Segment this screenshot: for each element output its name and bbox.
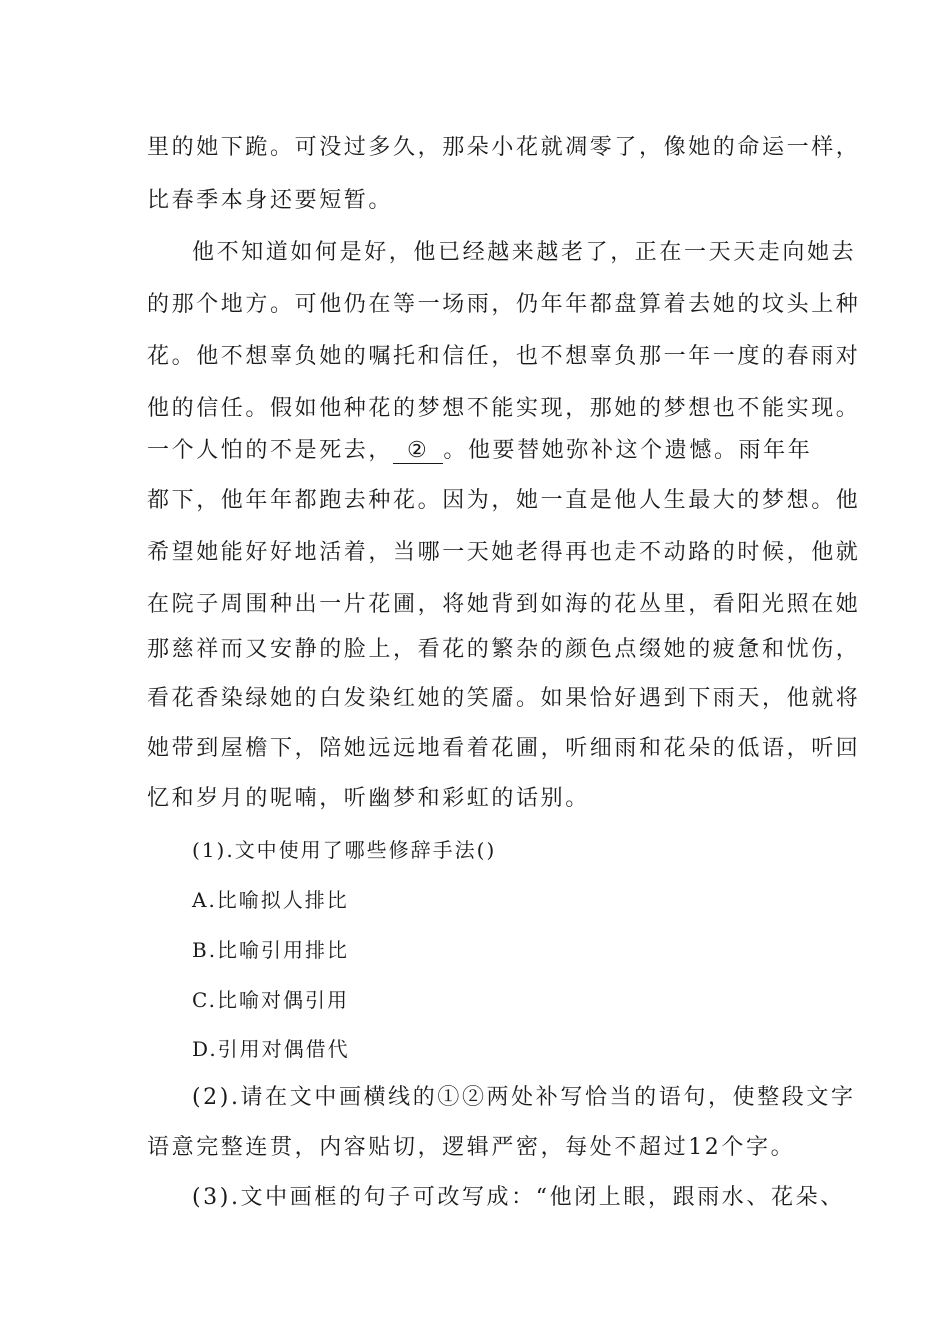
question-1: (1).文中使用了哪些修辞手法() — [192, 838, 497, 862]
passage-line: 她带到屋檐下，陪她远远地看着花圃，听细雨和花朵的低语，听回 — [147, 736, 861, 761]
passage-text: 一个人怕的不是死去， — [147, 438, 394, 463]
passage-line: 在院子周围种出一片花圃，将她背到如海的花丛里，看阳光照在她 — [147, 592, 861, 617]
passage-line: 都下，他年年都跑去种花。因为，她一直是他人生最大的梦想。他 — [147, 488, 861, 513]
passage-line: 比春季本身还要短暂。 — [147, 188, 394, 213]
passage-line: 忆和岁月的呢喃，听幽梦和彩虹的话别。 — [147, 786, 590, 811]
option-d: D.引用对偶借代 — [192, 1037, 350, 1061]
passage-line — [147, 436, 812, 466]
passage-line: 的那个地方。可他仍在等一场雨，仍年年都盘算着去她的坟头上种 — [147, 292, 861, 317]
option-a: A.比喻拟人排比 — [192, 888, 349, 912]
passage-text: 。他要替她弥补这个遗憾。雨年年 — [443, 438, 813, 463]
passage-line: 看花香染绿她的白发染红她的笑靥。如果恰好遇到下雨天，他就将 — [147, 686, 861, 711]
question-2-cont: 语意完整连贯，内容贴切，逻辑严密，每处不超过12个字。 — [147, 1135, 796, 1160]
question-2: (2).请在文中画横线的①②两处补写恰当的语句，使整段文字 — [192, 1085, 856, 1110]
passage-line: 里的她下跪。可没过多久，那朵小花就凋零了，像她的命运一样， — [147, 135, 861, 160]
option-b: B.比喻引用排比 — [192, 938, 350, 962]
passage-line: 他的信任。假如他种花的梦想不能实现，那她的梦想也不能实现。 — [147, 396, 861, 421]
passage-line: 花。他不想辜负她的嘱托和信任，也不想辜负那一年一度的春雨对 — [147, 344, 861, 369]
passage-line: 他不知道如何是好，他已经越来越老了，正在一天天走向她去 — [192, 240, 857, 265]
question-3: (3).文中画框的句子可改写成：“他闭上眼，跟雨水、花朵、 — [192, 1185, 845, 1210]
passage-line: 那慈祥而又安静的脸上，看花的繁杂的颜色点缀她的疲惫和忧伤， — [147, 637, 861, 662]
option-c: C.比喻对偶引用 — [192, 988, 349, 1012]
fill-blank: ② — [393, 439, 443, 464]
passage-line: 希望她能好好地活着，当哪一天她老得再也走不动路的时候，他就 — [147, 540, 861, 565]
